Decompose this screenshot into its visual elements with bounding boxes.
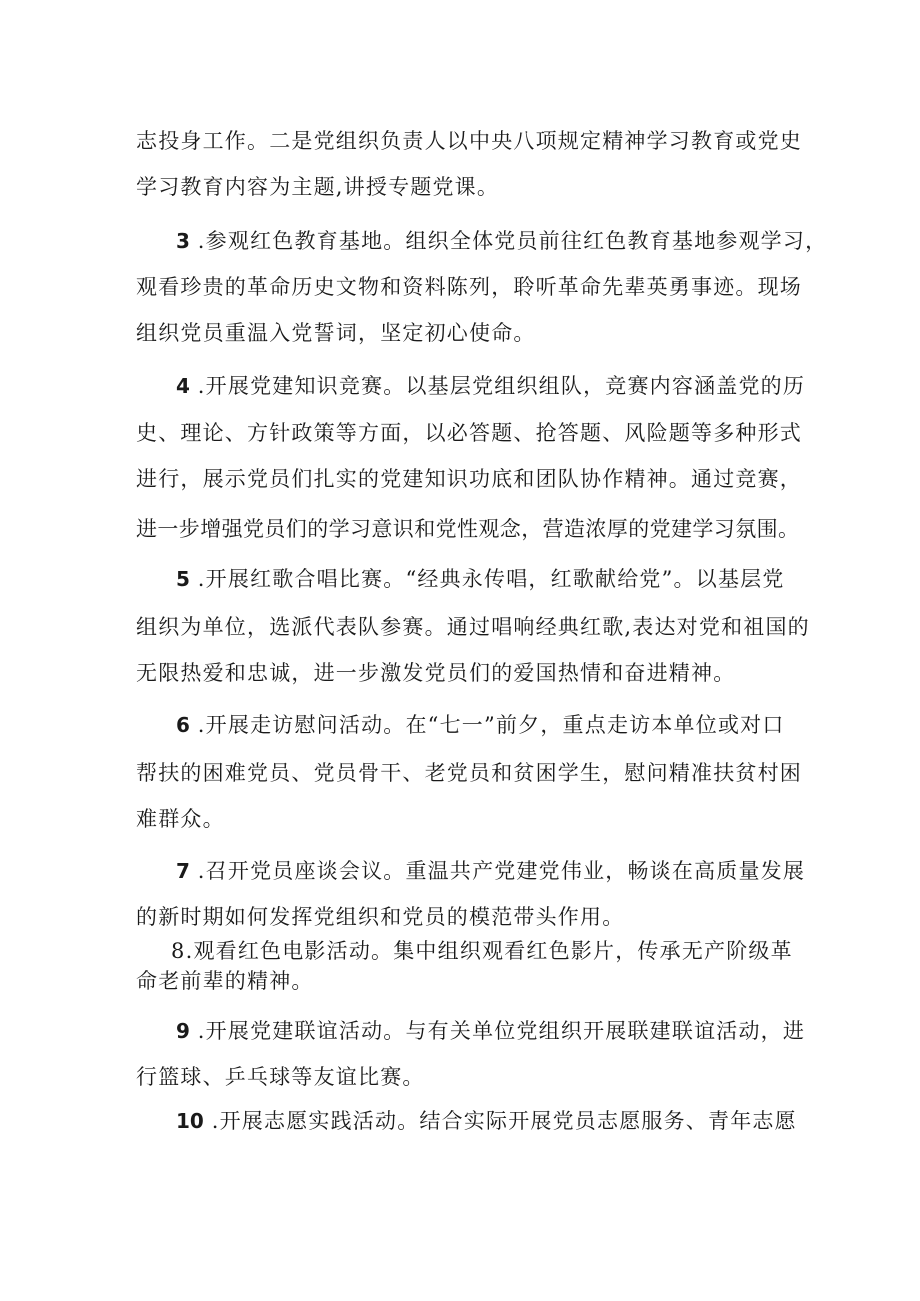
item-6-line bbox=[176, 712, 785, 738]
paragraph-line: 难群众。 bbox=[136, 807, 225, 831]
paragraph-line: 进一步增强党员们的学习意识和党性观念，营造浓厚的党建学习氛围。 bbox=[136, 517, 800, 541]
item-text: .开展走访慰问活动。在“七一”前夕，重点走访本单位或对口 bbox=[189, 713, 785, 737]
item-3-line bbox=[176, 228, 827, 254]
item-text: .参观红色教育基地。组织全体党员前往红色教育基地参观学习， bbox=[189, 229, 828, 253]
paragraph-line: 观看珍贵的革命历史文物和资料陈列，聆听革命先辈英勇事迹。现场 bbox=[136, 275, 802, 299]
item-8-line bbox=[171, 938, 793, 964]
item-number: 4 bbox=[176, 374, 190, 398]
item-number: 9 bbox=[176, 1019, 190, 1043]
paragraph-line: 行篮球、乒乓球等友谊比赛。 bbox=[136, 1065, 425, 1089]
item-text: .开展党建知识竞赛。以基层党组织组队，竞赛内容涵盖党的历 bbox=[189, 374, 806, 398]
item-number: 6 bbox=[176, 713, 190, 737]
paragraph-line: 的新时期如何发挥党组织和党员的模范带头作用。 bbox=[136, 905, 625, 929]
paragraph-line: 志投身工作。二是党组织负责人以中央八项规定精神学习教育或党史 bbox=[136, 129, 802, 153]
paragraph-line: 无限热爱和忠诚，进一步激发党员们的爱国热情和奋进精神。 bbox=[136, 661, 736, 685]
paragraph-line: 学习教育内容为主题,讲授专题党课。 bbox=[136, 175, 500, 199]
paragraph-line: 组织为单位，选派代表队参赛。通过唱响经典红歌,表达对党和祖国的 bbox=[136, 615, 810, 639]
item-text: .开展志愿实践活动。结合实际开展党员志愿服务、青年志愿 bbox=[203, 1109, 797, 1133]
paragraph-line: 史、理论、方针政策等方面，以必答题、抢答题、风险题等多种形式 bbox=[136, 421, 802, 445]
item-number: 10 bbox=[176, 1109, 204, 1133]
paragraph-line: 命老前辈的精神。 bbox=[136, 969, 314, 993]
item-text: .观看红色电影活动。集中组织观看红色影片，传承无产阶级革 bbox=[185, 939, 793, 963]
paragraph-line: 进行，展示党员们扎实的党建知识功底和团队协作精神。通过竞赛， bbox=[136, 467, 802, 491]
item-number: 7 bbox=[176, 859, 190, 883]
item-text: .召开党员座谈会议。重温共产党建党伟业，畅谈在高质量发展 bbox=[189, 859, 806, 883]
item-7-line bbox=[176, 858, 805, 884]
item-number: 3 bbox=[176, 229, 190, 253]
item-5-line bbox=[176, 566, 785, 592]
item-text: .开展党建联谊活动。与有关单位党组织开展联建联谊活动，进 bbox=[189, 1019, 806, 1043]
item-number: 5 bbox=[176, 567, 190, 591]
item-4-line bbox=[176, 373, 805, 399]
item-text: .开展红歌合唱比赛。“经典永传唱，红歌献给党”。以基层党 bbox=[189, 567, 785, 591]
item-10-line bbox=[176, 1108, 797, 1134]
item-number: 8 bbox=[171, 939, 186, 963]
paragraph-line: 帮扶的困难党员、党员骨干、老党员和贫困学生，慰问精准扶贫村困 bbox=[136, 761, 802, 785]
paragraph-line: 组织党员重温入党誓词，坚定初心使命。 bbox=[136, 321, 536, 345]
item-9-line bbox=[176, 1018, 805, 1044]
